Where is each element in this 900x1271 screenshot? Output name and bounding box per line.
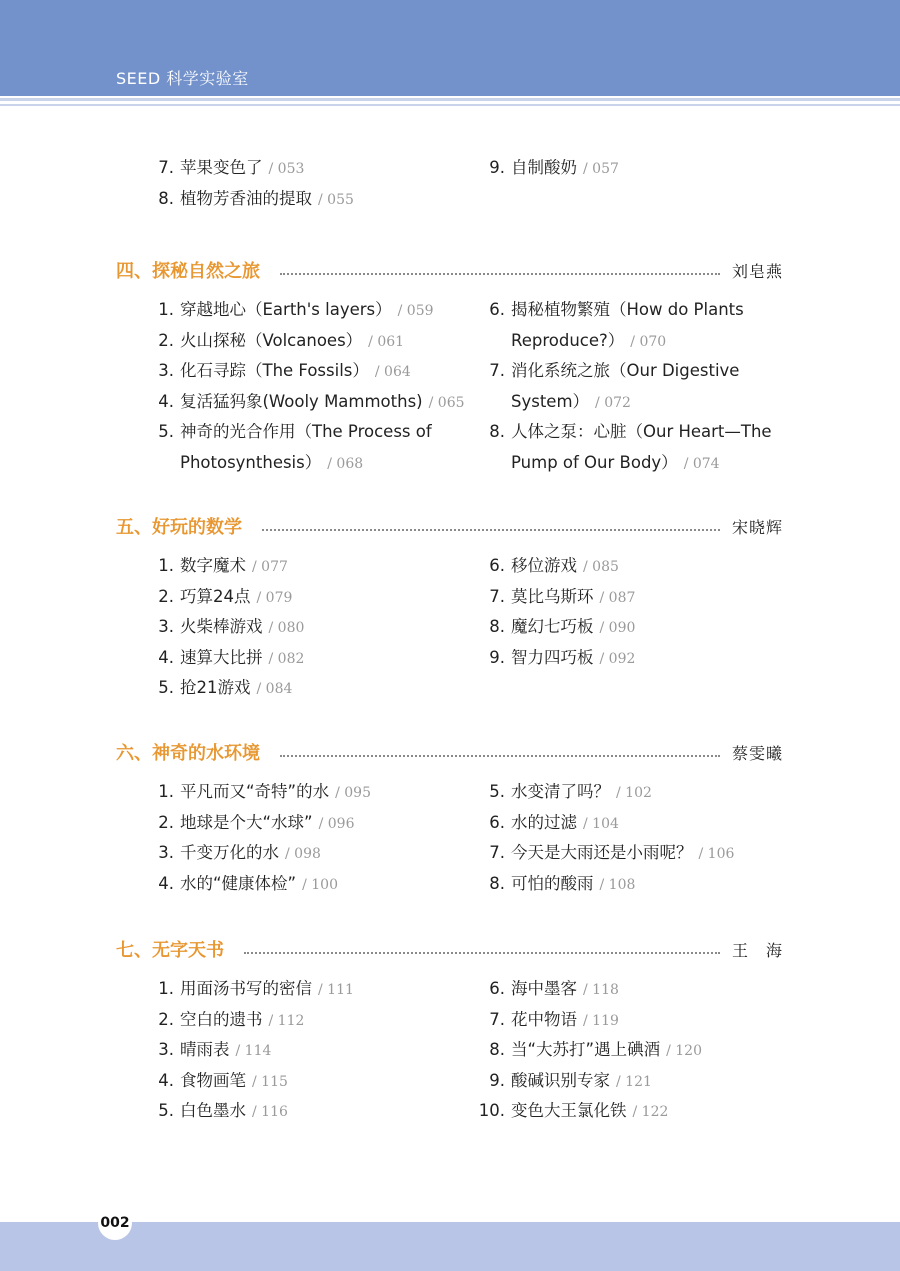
toc-entry[interactable] <box>116 356 411 388</box>
toc-entry[interactable] <box>448 582 635 614</box>
entry-number: 3. <box>158 843 174 863</box>
toc-entry[interactable] <box>448 448 720 480</box>
toc-entry[interactable] <box>448 1096 668 1128</box>
entry-number: 4. <box>158 391 174 411</box>
entry-title: 智力四巧板 <box>511 647 594 667</box>
entry-number: 1. <box>158 782 174 801</box>
entry-number: 9. <box>489 647 505 667</box>
entry-number: 4. <box>158 873 174 893</box>
toc-entry[interactable] <box>448 808 619 840</box>
entry-number: 1. <box>158 979 174 998</box>
entry-number: 2. <box>158 586 174 606</box>
section-author: 宋晓辉 <box>732 518 784 537</box>
entry-number: 8. <box>158 188 174 208</box>
entry-title: Reproduce?） <box>511 330 625 350</box>
entry-title: 千变万化的水 <box>180 843 279 863</box>
entry-number: 8. <box>489 617 505 637</box>
entry-page: / 085 <box>583 559 619 575</box>
toc-entry[interactable] <box>116 326 404 358</box>
entry-title: 地球是个大“水球” <box>180 812 313 832</box>
entry-page: / 096 <box>318 815 355 832</box>
entry-title: 食物画笔 <box>180 1070 246 1090</box>
toc-entry[interactable] <box>448 612 635 644</box>
entry-page: / 079 <box>256 589 293 606</box>
entry-title: 晴雨表 <box>180 1040 230 1060</box>
toc-entry[interactable] <box>116 1035 271 1067</box>
toc-entry[interactable] <box>116 808 355 840</box>
entry-number: 1. <box>158 556 174 575</box>
entry-title: 当“大苏打”遇上碘酒 <box>511 1040 661 1060</box>
header-title: SEED 科学实验室 <box>116 69 249 88</box>
entry-title: 白色墨水 <box>180 1101 246 1121</box>
entry-page: / 065 <box>428 394 465 411</box>
entry-number: 7. <box>158 158 174 177</box>
toc-entry[interactable] <box>116 612 304 644</box>
entry-number: 8. <box>489 422 505 442</box>
toc-entry[interactable] <box>448 1005 619 1037</box>
entry-page: / 100 <box>302 876 338 893</box>
entry-page: / 095 <box>335 785 371 801</box>
entry-title: 神奇的光合作用（The Process of <box>180 422 432 442</box>
entry-page: / 087 <box>599 589 636 606</box>
toc-entry[interactable] <box>116 1096 288 1128</box>
toc-entry[interactable] <box>448 356 739 387</box>
toc-entry[interactable] <box>448 295 744 326</box>
entry-title: 水的“健康体检” <box>180 873 297 893</box>
entry-page: / 090 <box>599 620 636 637</box>
entry-page: / 122 <box>632 1104 669 1121</box>
entry-title: 自制酸奶 <box>511 158 577 177</box>
toc-entry[interactable] <box>448 838 734 870</box>
entry-page: / 114 <box>235 1043 272 1060</box>
entry-title: 抢21游戏 <box>180 678 251 698</box>
entry-number: 9. <box>489 158 505 177</box>
entry-title: 移位游戏 <box>511 556 577 575</box>
section-title[interactable]: 七、无字天书 <box>116 940 224 961</box>
toc-entry[interactable] <box>448 777 652 809</box>
section-author: 刘皂燕 <box>732 262 784 281</box>
entry-number: 3. <box>158 617 174 637</box>
toc-entry[interactable] <box>116 673 292 705</box>
entry-number: 5. <box>158 1101 174 1121</box>
toc-entry[interactable] <box>116 777 371 809</box>
toc-entry[interactable] <box>116 448 363 480</box>
header-divider <box>0 98 900 101</box>
entry-title: 苹果变色了 <box>180 158 263 177</box>
entry-title: 复活猛犸象(Wooly Mammoths) <box>180 391 423 411</box>
entry-number: 2. <box>158 330 174 350</box>
entry-page: / 077 <box>252 559 288 575</box>
dot-leader <box>262 529 720 531</box>
toc-entry[interactable] <box>116 1005 304 1037</box>
entry-page: / 072 <box>595 394 631 411</box>
entry-page: / 116 <box>252 1104 288 1121</box>
entry-number: 4. <box>158 647 174 667</box>
entry-title: 今天是大雨还是小雨呢？ <box>511 843 693 863</box>
entry-number: 6. <box>489 979 505 998</box>
section-title[interactable]: 五、好玩的数学 <box>116 517 242 538</box>
toc-entry[interactable] <box>448 387 631 419</box>
toc-entry[interactable] <box>116 838 321 870</box>
entry-page: / 059 <box>397 303 434 319</box>
entry-page: / 092 <box>599 650 636 667</box>
toc-entry[interactable] <box>116 295 434 327</box>
toc-entry[interactable] <box>448 869 635 901</box>
entry-number: 8. <box>489 873 505 893</box>
toc-entry[interactable] <box>448 643 635 675</box>
entry-page: / 068 <box>327 456 364 472</box>
entry-number: 7. <box>489 586 505 606</box>
entry-title: 消化系统之旅（Our Digestive <box>511 361 740 381</box>
entry-page: / 064 <box>374 364 411 381</box>
toc-entry[interactable] <box>116 869 338 901</box>
toc-entry[interactable] <box>116 387 465 419</box>
entry-title: 花中物语 <box>511 1009 577 1029</box>
entry-page: / 084 <box>256 681 293 698</box>
toc-entry[interactable] <box>448 326 666 358</box>
entry-number: 2. <box>158 812 174 832</box>
entry-title: 速算大比拼 <box>180 647 263 667</box>
entry-title: 穿越地心（Earth's layers） <box>180 300 392 319</box>
entry-page: / 112 <box>268 1012 305 1029</box>
entry-page: / 082 <box>268 650 305 667</box>
entry-page: / 061 <box>368 333 405 350</box>
toc-entry[interactable] <box>448 1066 652 1098</box>
entry-title: 海中墨客 <box>511 979 577 998</box>
entry-title: 水的过滤 <box>511 812 577 832</box>
entry-title: 揭秘植物繁殖（How do Plants <box>511 300 744 319</box>
entry-title: 巧算24点 <box>180 586 251 606</box>
entry-number: 6. <box>489 556 505 575</box>
toc-entry[interactable] <box>116 551 288 583</box>
toc-entry[interactable] <box>448 551 619 583</box>
entry-page: / 115 <box>252 1073 288 1090</box>
entry-number: 3. <box>158 1040 174 1060</box>
toc-entry[interactable] <box>448 1035 702 1067</box>
entry-page: / 102 <box>616 785 652 801</box>
entry-title: 平凡而又“奇特”的水 <box>180 782 330 801</box>
entry-number: 1. <box>158 300 174 319</box>
entry-title: Photosynthesis） <box>180 453 322 472</box>
toc-entry[interactable] <box>116 153 304 185</box>
toc-entry[interactable] <box>116 417 432 448</box>
toc-entry[interactable] <box>448 417 772 448</box>
entry-number: 7. <box>489 361 505 381</box>
header-divider-thin <box>0 104 900 106</box>
toc-entry[interactable] <box>116 1066 288 1098</box>
toc-entry[interactable] <box>116 643 304 675</box>
entry-title: 可怕的酸雨 <box>511 873 594 893</box>
entry-page: / 121 <box>616 1073 652 1090</box>
entry-title: Pump of Our Body） <box>511 453 678 472</box>
entry-page: / 080 <box>268 620 305 637</box>
entry-title: 变色大王氯化铁 <box>511 1101 627 1121</box>
entry-page: / 108 <box>599 876 636 893</box>
entry-title: 空白的遗书 <box>180 1009 263 1029</box>
entry-page: / 111 <box>318 982 354 998</box>
entry-page: / 053 <box>268 161 305 177</box>
entry-number: 6. <box>489 300 505 319</box>
entry-number: 9. <box>489 1070 505 1090</box>
entry-page: / 119 <box>583 1012 619 1029</box>
entry-page: / 057 <box>583 161 619 177</box>
page-footer-band <box>0 1222 900 1271</box>
entry-page: / 104 <box>583 815 619 832</box>
entry-title: 莫比乌斯环 <box>511 586 594 606</box>
entry-number: 7. <box>489 843 505 863</box>
dot-leader <box>280 755 720 757</box>
toc-entry[interactable] <box>448 153 619 185</box>
toc-entry[interactable] <box>448 974 619 1006</box>
entry-page: / 070 <box>630 333 667 350</box>
entry-page: / 118 <box>583 982 619 998</box>
entry-title: 化石寻踪（The Fossils） <box>180 361 369 381</box>
entry-page: / 098 <box>285 846 321 863</box>
section-author: 蔡雯曦 <box>732 744 784 763</box>
dot-leader <box>280 273 720 275</box>
entry-title: System） <box>511 391 590 411</box>
entry-number: 5. <box>158 422 174 442</box>
entry-title: 用面汤书写的密信 <box>180 979 312 998</box>
entry-number: 5. <box>489 782 505 801</box>
entry-page: / 074 <box>683 456 720 472</box>
toc-entry[interactable] <box>116 974 354 1006</box>
entry-number: 7. <box>489 1009 505 1029</box>
entry-page: / 106 <box>698 846 735 863</box>
entry-page: / 120 <box>666 1043 702 1060</box>
entry-number: 8. <box>489 1040 505 1060</box>
entry-title: 魔幻七巧板 <box>511 617 594 637</box>
entry-title: 数字魔术 <box>180 556 246 575</box>
toc-entry[interactable] <box>116 582 292 614</box>
entry-title: 火山探秘（Volcanoes） <box>180 330 363 350</box>
entry-title: 酸碱识别专家 <box>511 1070 610 1090</box>
section-author: 王 海 <box>732 941 784 960</box>
entry-title: 植物芳香油的提取 <box>180 188 312 208</box>
entry-number: 3. <box>158 361 174 381</box>
page-number: 002 <box>98 1206 132 1240</box>
section-title[interactable]: 四、探秘自然之旅 <box>116 261 260 282</box>
entry-number: 5. <box>158 678 174 698</box>
entry-title: 火柴棒游戏 <box>180 617 263 637</box>
entry-number: 4. <box>158 1070 174 1090</box>
toc-entry[interactable] <box>116 184 354 216</box>
entry-title: 水变清了吗？ <box>511 782 610 801</box>
entry-number: 10. <box>478 1101 505 1121</box>
section-title[interactable]: 六、神奇的水环境 <box>116 743 260 764</box>
entry-number: 6. <box>489 812 505 832</box>
entry-title: 人体之泵：心脏（Our Heart—The <box>511 422 772 442</box>
entry-page: / 055 <box>318 191 354 208</box>
dot-leader <box>244 952 720 954</box>
entry-number: 2. <box>158 1009 174 1029</box>
